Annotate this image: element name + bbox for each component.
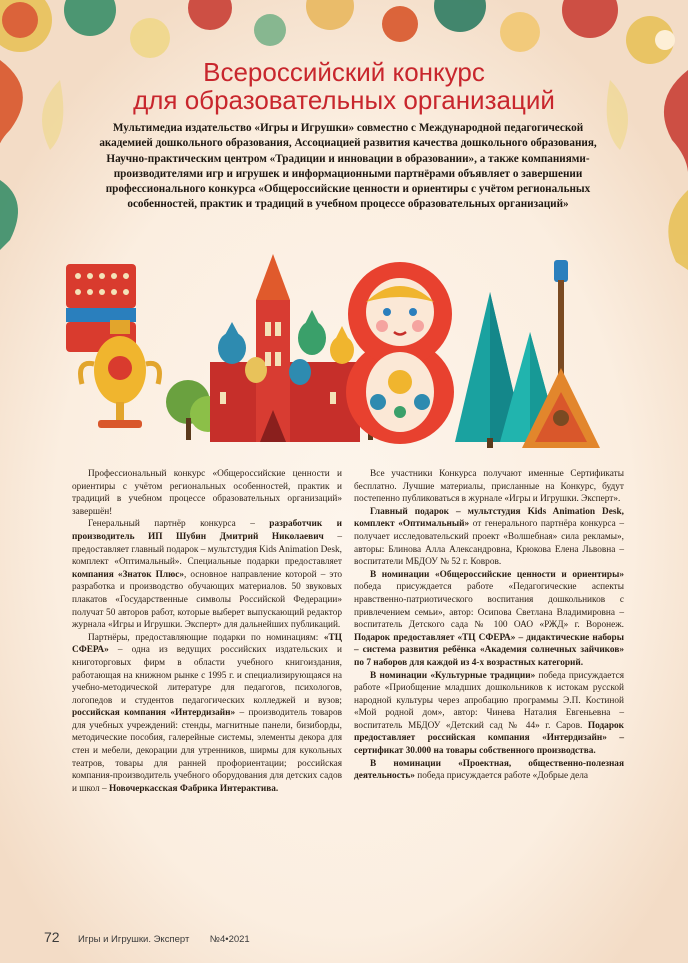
title-line-2: для образовательных организаций [133, 85, 555, 115]
article-column-left [72, 468, 342, 795]
matryoshka-icon [346, 262, 454, 444]
paragraph: В номинации «Общероссийские ценности и ориентиры» победа присуждается работе «Педагогические аспекты нравственно-патриотического воспитания дошкольников с привлечением семьи», автор: Осипова Светлана Владимировна – воспитатель Детского сада № 100 ОАО «РЖД» г. Воронеж. Подарок предоставляет «ТЦ СФЕРА» – дидактические наборы – система развития ребёнка «Академия солнечных зайчиков» по 7 наборов для каждой из 4-х возрастных категорий. [354, 569, 624, 668]
paragraph: В номинации «Культурные традиции» победа присуждается работе «Приобщение младших дошкольников к истокам русской народной культуры через апробацию программы Э.П. Костиной «Мой родной дом», автор: Чинева Наталия Евгеньевна – воспитатель МБДОУ «Детский сад № 44» г. Саров. Подарок предоставляет российская компания «Интердизайн» – сертификат 30.000 на товары собственного производства. [354, 670, 624, 757]
cathedral-icon [210, 254, 360, 442]
journal-name: Игры и Игрушки. Эксперт [78, 934, 190, 945]
paragraph: Партнёры, предоставляющие подарки по номинациям: «ТЦ СФЕРА» – одна из ведущих российских издательских и книготорговых фирм в области учебного книгоиздания, работающая на книжном рынке с 1995 г. и специализирующаяся на учебно-методической литературе для педагогов, психологов, логопедов и студентов педагогических колледжей и вузов; российская компания «Интердизайн» – производитель товаров для учебных учреждений: стенды, магнитные панели, бизиборды, методические пособия, галерейные системы, элементы декора для стен и мебели, декорации для утренников, ширмы для кукольных театров, товары для ранней профориентации; российская компания-производитель учебного оборудования для детских садов и школ – Новочеркасская Фабрика Интерактива. [72, 632, 342, 794]
paragraph: Все участники Конкурса получают именные Сертификаты бесплатно. Лучшие материалы, присланные на Конкурс, будут постепенно публиковаться в журнале «Игры и Игрушки. Эксперт». [354, 469, 624, 505]
article-column-right [354, 468, 624, 783]
page-number: 72 [44, 929, 60, 945]
page-title [40, 58, 648, 114]
intro-paragraph: Мультимедиа издательство «Игры и Игрушки» совместно с Международной педагогической академией дошкольного образования, Ассоциацией развития качества дошкольного образования, Научно-практическим центром «Традиции и инновации в образовании», а также компаниями-производителями игр и игрушек и информационными партнёрами объявляет о завершении профессионального конкурса «Общероссийские ценности и ориентиры с учётом региональных особенностей, практик и традиций в учебном процессе образовательных организаций» [99, 122, 597, 211]
paragraph: Главный подарок – мультстудия Kids Animation Desk, комплект «Оптимальный» от генерального партнёра конкурса – получает исследовательский проект «Волшебная» сила рекламы», авторы: Блинова Алла Александровна, Крюкова Елена Львовна – воспитатели МБДОУ № 52 г. Ковров. [354, 506, 624, 568]
paragraph: В номинации «Проектная, общественно-полезная деятельность» победа присуждается работе «Добрые дела [354, 758, 624, 782]
paragraph: Профессиональный конкурс «Общероссийские ценности и ориентиры с учётом региональных особенностей, практик и традиций в учебном процессе образовательных организаций» завершён! [72, 469, 342, 517]
page-footer [44, 929, 250, 945]
paragraph: Генеральный партнёр конкурса – разработчик и производитель ИП Шубин Дмитрий Николаевич – предоставляет главный подарок – мультстудия Kids Animation Desk, комплект «Оптимальный». Специальные подарки предоставляет компания «Знаток Плюс», основное направление которой – это разработка и производство обучающих материалов. 50 звуковых плакатов «Государственные символы Российской Федерации» получат 50 авторов работ, которые выберет выпускающий редактор журнала «Игры и Игрушки. Эксперт» для дальнейших публикаций. [72, 519, 342, 631]
issue-number: №4•2021 [209, 934, 250, 945]
folk-illustration [60, 252, 620, 450]
title-line-1: Всероссийский конкурс [203, 57, 485, 87]
